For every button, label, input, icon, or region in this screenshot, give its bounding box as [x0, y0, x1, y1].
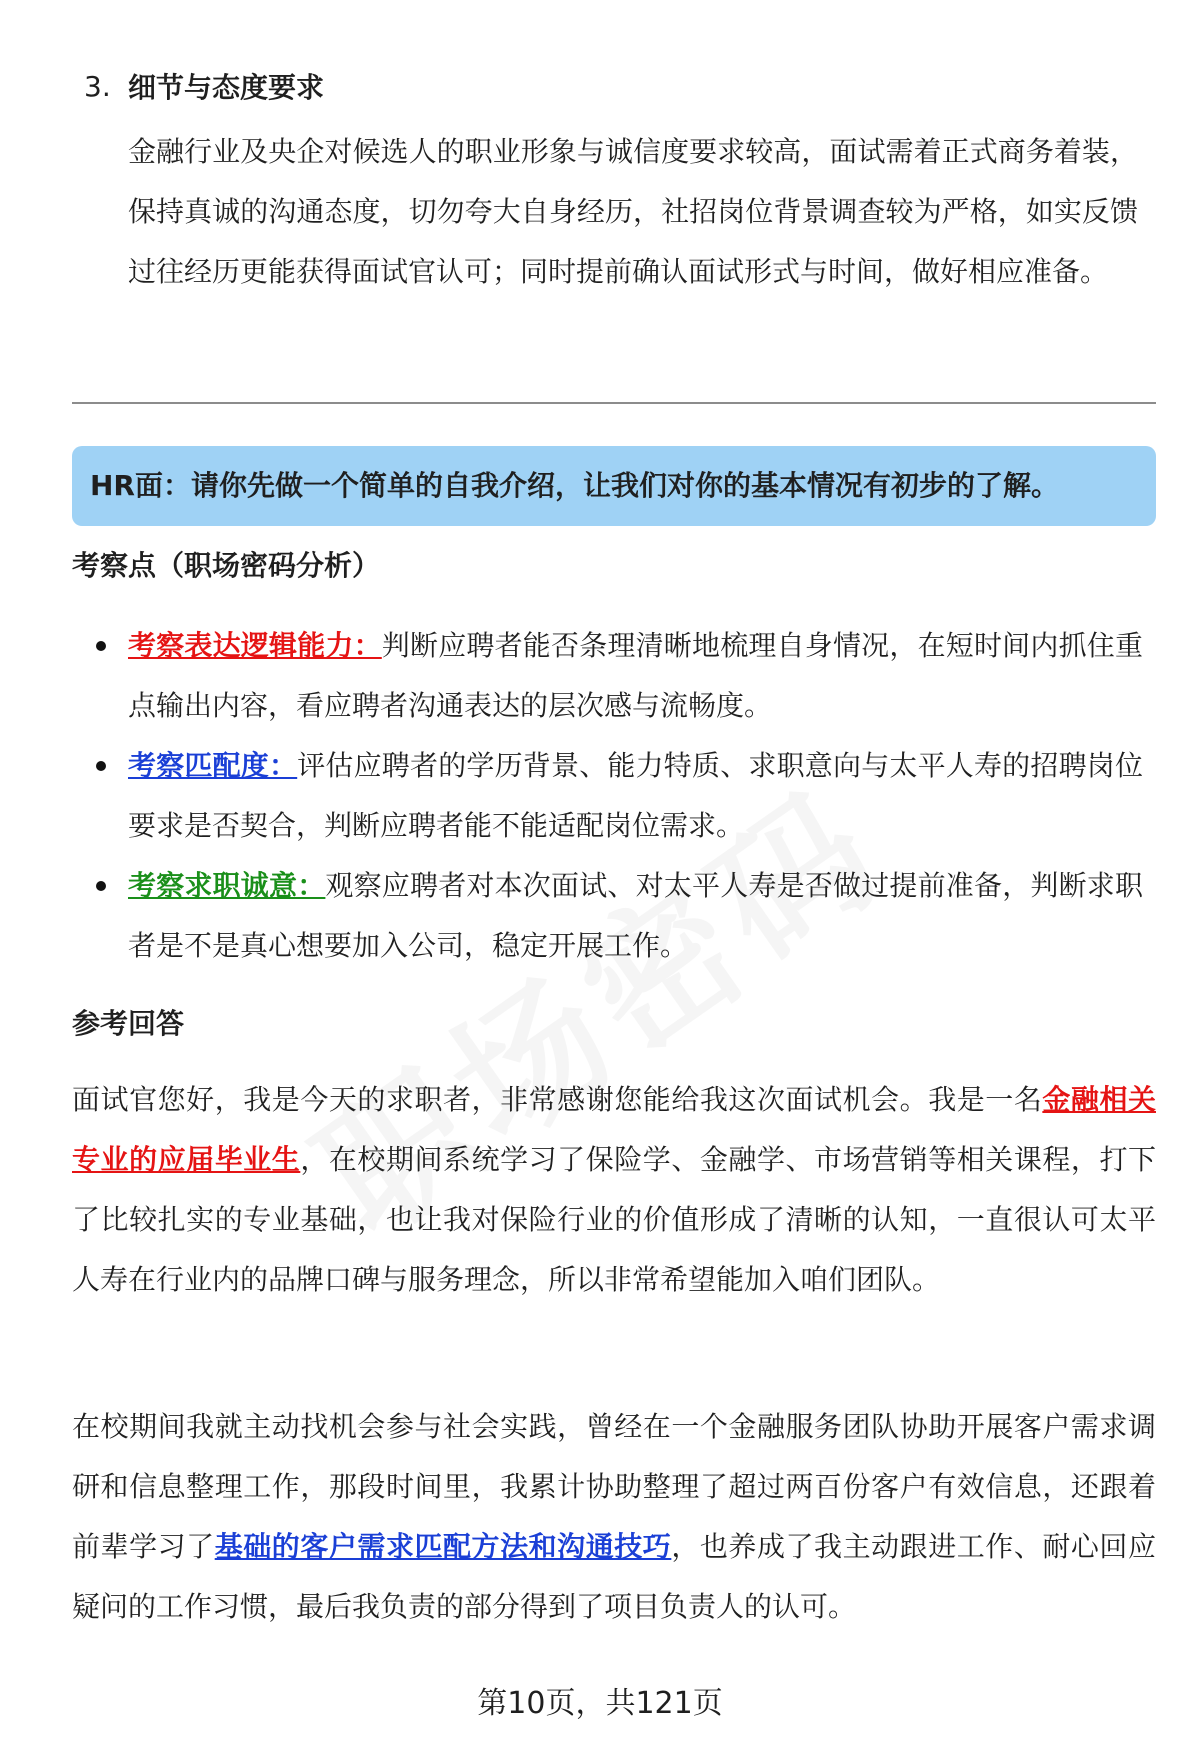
answer-paragraph-2	[72, 1397, 1156, 1637]
item-title: 细节与态度要求	[128, 71, 325, 104]
point-item	[72, 616, 1143, 736]
page-number: 第10页，共121页	[477, 1686, 723, 1721]
point-item	[72, 856, 1143, 976]
points-list	[72, 616, 1156, 976]
point-text: 观察应聘者对本次面试、对太平人寿是否做过提前准备，判断求职者是不是真心想要加入公司，稳定开展工作。	[128, 869, 1143, 962]
point-keyword: 考察求职诚意：	[128, 869, 326, 902]
point-item	[72, 736, 1143, 856]
bullet-icon	[96, 761, 106, 771]
divider	[72, 402, 1156, 404]
answer-highlight: 基础的客户需求匹配方法和沟通技巧	[214, 1530, 672, 1563]
point-keyword: 考察匹配度：	[128, 749, 298, 782]
answer-text: 在校期间我就主动找机会参与社会实践，曾经在一个金融服务团队协助开展客户需求调研和信息整理工作，那段时间里，我累计协助整理了超过两百份客户有效信息，还跟着前辈学习了	[72, 1410, 1156, 1563]
answer-text: ，也养成了我主动跟进工作、耐心回应疑问的工作习惯，最后我负责的部分得到了项目负责人的认可。	[72, 1530, 1156, 1623]
answer-heading: 参考回答	[72, 1007, 185, 1040]
answer-text: 面试官您好，我是今天的求职者，非常感谢您能给我这次面试机会。我是一名	[72, 1083, 1043, 1116]
item-body: 金融行业及央企对候选人的职业形象与诚信度要求较高，面试需着正式商务着装，保持真诚的沟通态度，切勿夸大自身经历，社招岗位背景调查较为严格，如实反馈过往经历更能获得面试官认可；同时提前确认面试形式与时间，做好相应准备。	[128, 135, 1138, 288]
question-banner: HR面：请你先做一个简单的自我介绍，让我们对你的基本情况有初步的了解。	[72, 446, 1156, 526]
item-number: 3.	[84, 70, 111, 103]
point-text: 评估应聘者的学历背景、能力特质、求职意向与太平人寿的招聘岗位要求是否契合，判断应聘者能不能适配岗位需求。	[128, 749, 1143, 842]
point-keyword: 考察表达逻辑能力：	[128, 629, 382, 662]
points-heading: 考察点（职场密码分析）	[72, 549, 381, 582]
answer-paragraph-1	[72, 1070, 1156, 1310]
answer-text: ，在校期间系统学习了保险学、金融学、市场营销等相关课程，打下了比较扎实的专业基础，也让我对保险行业的价值形成了清晰的认知，一直很认可太平人寿在行业内的品牌口碑与服务理念，所以非常希望能加入咱们团队。	[72, 1143, 1156, 1296]
bullet-icon	[96, 881, 106, 891]
answer-highlight: 金融相关专业的应届毕业生	[72, 1083, 1156, 1176]
point-text: 判断应聘者能否条理清晰地梳理自身情况，在短时间内抓住重点输出内容，看应聘者沟通表达的层次感与流畅度。	[128, 629, 1143, 722]
bullet-icon	[96, 641, 106, 651]
